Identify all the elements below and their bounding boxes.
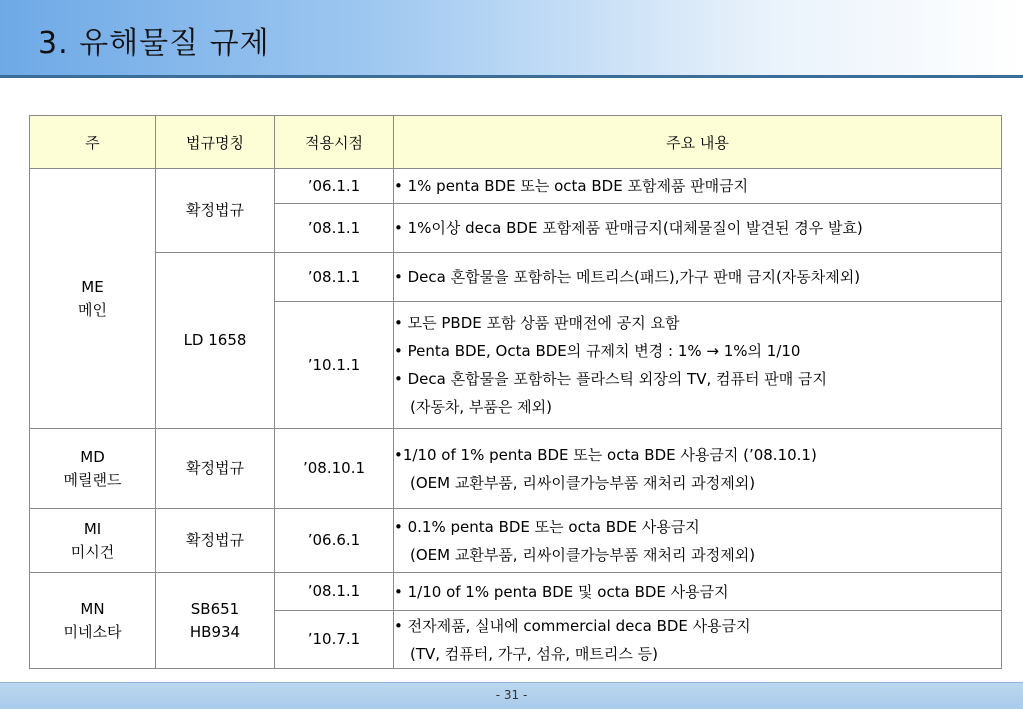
content-cell: [394, 573, 1002, 611]
state-code: MD: [80, 447, 105, 466]
title-underline: [0, 75, 1023, 78]
content-line: • 모든 PBDE 포함 상품 판매전에 공지 요함: [394, 314, 680, 332]
law-name: HB934: [189, 622, 241, 641]
content-line: • 1%이상 deca BDE 포함제품 판매금지(대체물질이 발견된 경우 발효): [394, 219, 863, 237]
law-cell: 확정법규: [156, 509, 275, 573]
date-cell: ’08.1.1: [275, 573, 394, 611]
state-name: 미시건: [70, 542, 115, 561]
table-row: [30, 429, 1002, 509]
table-row: [30, 169, 1002, 204]
date-cell: ’10.7.1: [275, 611, 394, 669]
state-cell-me: [30, 169, 156, 429]
content-line: •1/10 of 1% penta BDE 또는 octa BDE 사용금지 (’08.10.1): [394, 445, 817, 464]
header-effective-date: 적용시점: [275, 116, 394, 169]
header-main-content: 주요 내용: [394, 116, 1002, 169]
date-cell: ’08.1.1: [275, 204, 394, 253]
date-cell: ’06.1.1: [275, 169, 394, 204]
content-cell: [394, 204, 1002, 253]
content-line: • 1/10 of 1% penta BDE 및 octa BDE 사용금지: [394, 582, 729, 601]
header-law-name: 법규명칭: [156, 116, 275, 169]
table-row: [30, 573, 1002, 611]
header-state: 주: [30, 116, 156, 169]
state-code: MN: [80, 599, 105, 618]
footer-bar: [0, 682, 1023, 709]
date-cell: ’08.1.1: [275, 253, 394, 302]
content-cell: [394, 429, 1002, 509]
date-cell: ’06.6.1: [275, 509, 394, 573]
content-cell: [394, 302, 1002, 429]
content-cell: [394, 611, 1002, 669]
content-line: • 0.1% penta BDE 또는 octa BDE 사용금지: [394, 517, 700, 536]
content-cell: [394, 169, 1002, 204]
state-code: MI: [83, 519, 102, 538]
state-cell-mi: [30, 509, 156, 573]
date-cell: ’10.1.1: [275, 302, 394, 429]
content-line: • 전자제품, 실내에 commercial deca BDE 사용금지: [394, 616, 751, 635]
state-cell-mn: [30, 573, 156, 669]
state-cell-md: [30, 429, 156, 509]
table-row: [30, 253, 1002, 302]
content-line: • 1% penta BDE 또는 octa BDE 포함제품 판매금지: [394, 177, 749, 195]
law-cell: 확정법규: [156, 169, 275, 253]
page-number: - 31 -: [495, 688, 528, 702]
content-line: • Penta BDE, Octa BDE의 규제치 변경 : 1% → 1%의 1/10: [394, 342, 801, 360]
state-code: ME: [81, 277, 104, 296]
law-cell: LD 1658: [156, 253, 275, 429]
law-cell: [156, 573, 275, 669]
content-line: (OEM 교환부품, 리싸이클가능부품 재처리 과정제외): [410, 473, 756, 492]
content-line: • Deca 혼합물을 포함하는 메트리스(패드),가구 판매 금지(자동차제외): [394, 268, 861, 286]
law-cell: 확정법규: [156, 429, 275, 509]
date-cell: ’08.10.1: [275, 429, 394, 509]
table-row: [30, 509, 1002, 573]
state-name: 메릴랜드: [63, 470, 122, 489]
table-header-row: [30, 116, 1002, 169]
regulation-table: [29, 115, 1002, 669]
state-name: 메인: [78, 300, 107, 319]
law-name: SB651: [190, 599, 240, 618]
content-cell: [394, 509, 1002, 573]
page-title: 3. 유해물질 규제: [38, 26, 270, 61]
content-line: (OEM 교환부품, 리싸이클가능부품 재처리 과정제외): [410, 545, 756, 564]
content-line: (TV, 컴퓨터, 가구, 섬유, 매트리스 등): [410, 644, 658, 663]
content-line: (자동차, 부품은 제외): [410, 398, 552, 416]
content-cell: [394, 253, 1002, 302]
content-line: • Deca 혼합물을 포함하는 플라스틱 외장의 TV, 컴퓨터 판매 금지: [394, 370, 827, 388]
state-name: 미네소타: [63, 622, 122, 641]
